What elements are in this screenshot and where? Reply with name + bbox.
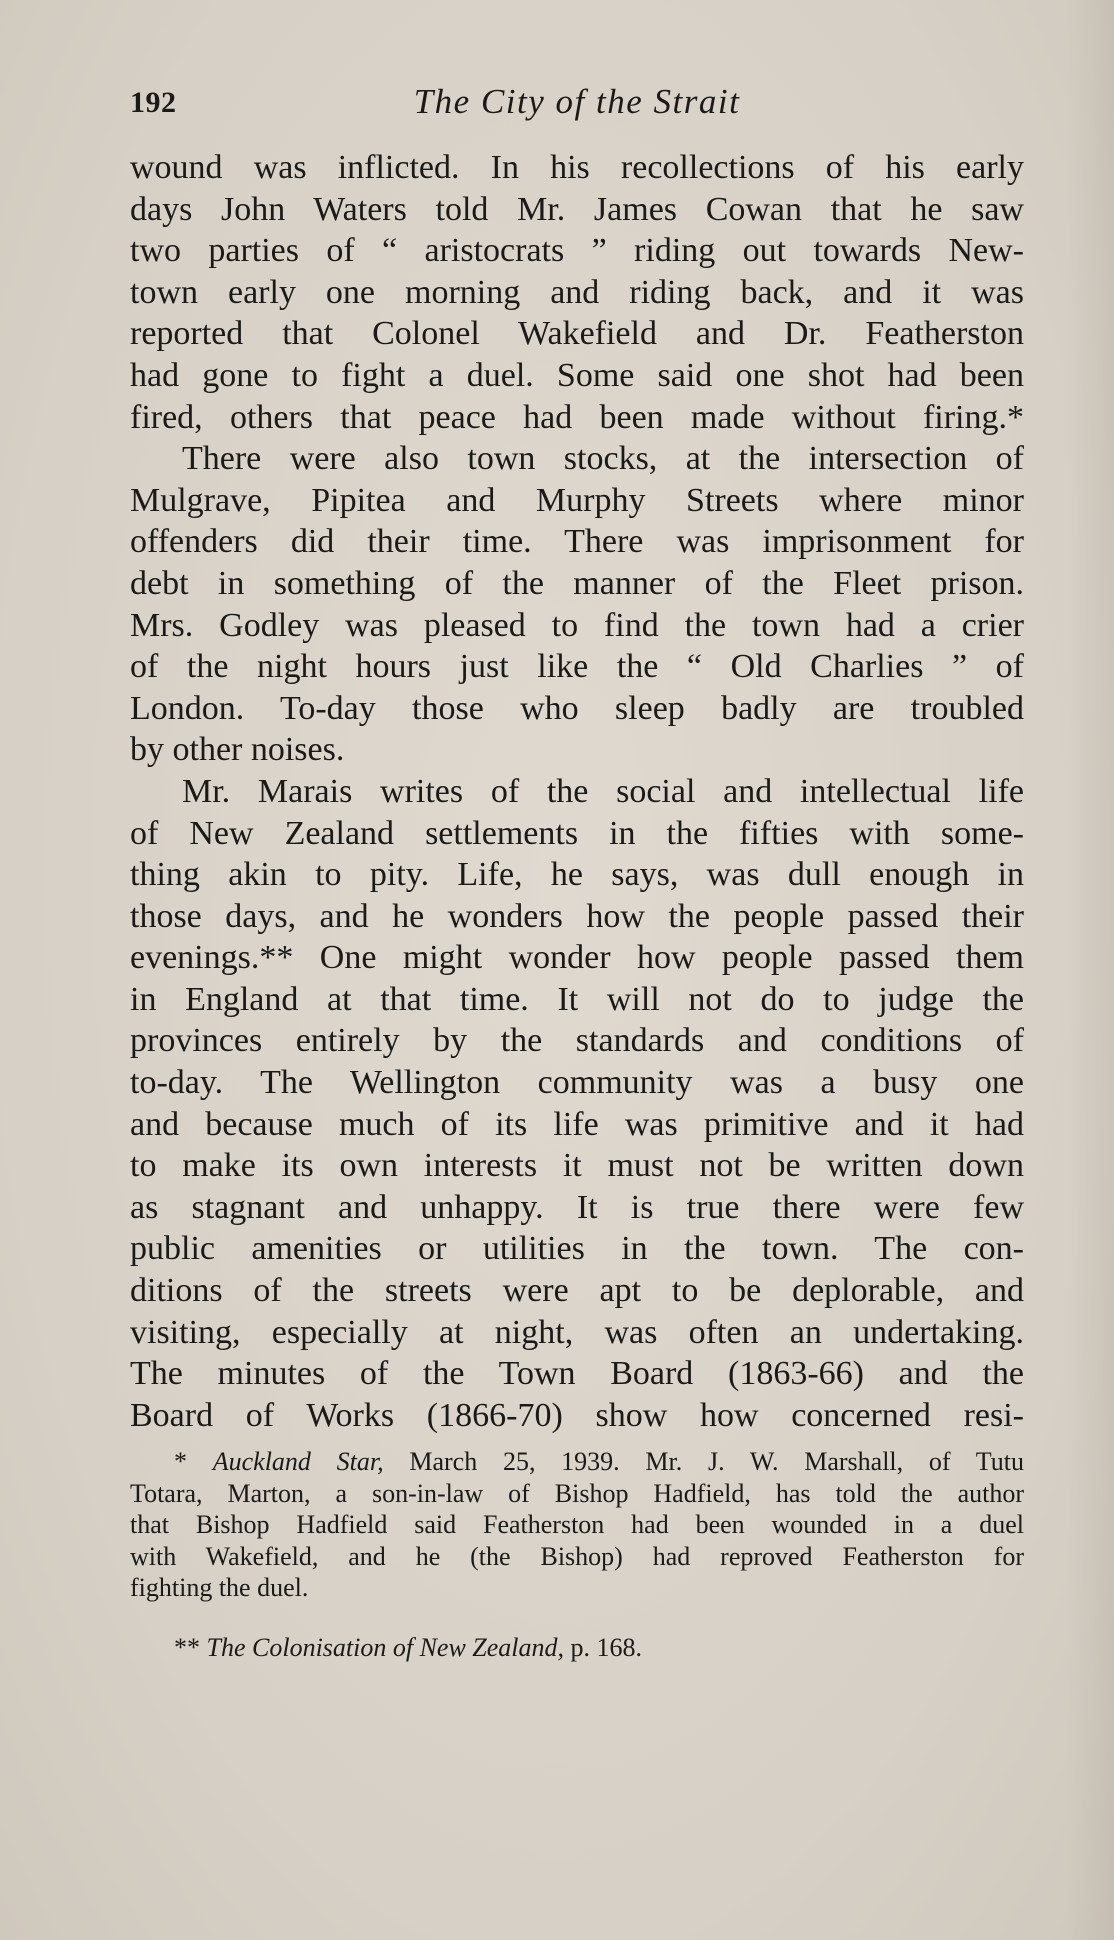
footnote-1-line: fighting the duel. <box>130 1573 309 1602</box>
text-line: debt in something of the manner of the Fleet prison. <box>130 564 1024 602</box>
text-line: evenings.** One might wonder how people passed them <box>130 939 1024 977</box>
text-line: fired, others that peace had been made without firing.* <box>130 398 1024 436</box>
text-line: public amenities or utilities in the town. The con- <box>130 1230 1024 1268</box>
text-line: of New Zealand settlements in the fifties with some- <box>130 814 1024 852</box>
footnote-2-line <box>130 1632 1024 1664</box>
text-line: provinces entirely by the standards and conditions of <box>130 1022 1024 1060</box>
footnote-marker: ** <box>174 1632 207 1662</box>
text-line: those days, and he wonders how the people passed their <box>130 897 1024 935</box>
footnotes <box>130 1446 1024 1663</box>
text-line: as stagnant and unhappy. It is true there were few <box>130 1188 1024 1226</box>
text-line: had gone to fight a duel. Some said one shot had been <box>130 356 1024 394</box>
text-line: Mrs. Godley was pleased to find the town had a crier <box>130 606 1024 644</box>
text-line: town early one morning and riding back, and it was <box>130 273 1024 311</box>
page-header <box>130 82 1024 136</box>
text-line: in England at that time. It will not do to judge the <box>130 980 1024 1018</box>
text-line: by other noises. <box>130 731 345 769</box>
footnote-1-line: Totara, Marton, a son-in-law of Bishop Hadfield, has told the author <box>130 1478 1024 1508</box>
text-line: The minutes of the Town Board (1863-66) and the <box>130 1355 1024 1393</box>
running-title: The City of the Strait <box>413 82 741 121</box>
text-line: wound was inflicted. In his recollections of his early <box>130 149 1024 186</box>
text-line: visiting, especially at night, was often an undertaking. <box>130 1313 1024 1351</box>
footnote-source: Auckland Star, <box>212 1447 384 1476</box>
text-line: of the night hours just like the “ Old Charlies ” of <box>130 648 1024 686</box>
page-number: 192 <box>130 86 177 119</box>
footnote-source: The Colonisation of New Zealand, <box>206 1632 565 1662</box>
text-line: Mulgrave, Pipitea and Murphy Streets where minor <box>130 481 1024 519</box>
text-line: ditions of the streets were apt to be deplorable, and <box>130 1272 1024 1310</box>
text-line: to-day. The Wellington community was a busy one <box>130 1064 1024 1102</box>
text-line: London. To-day those who sleep badly are troubled <box>130 689 1024 727</box>
text-line: offenders did their time. There was imprisonment for <box>130 523 1024 561</box>
footnote-1-line: with Wakefield, and he (the Bishop) had reproved Featherston for <box>130 1541 1024 1571</box>
text-line: Mr. Marais writes of the social and intellectual life <box>182 772 1024 810</box>
footnote-1-line: that Bishop Hadfield said Featherston had been wounded in a duel <box>130 1510 1024 1539</box>
text-line: thing akin to pity. Life, he says, was dull enough in <box>130 856 1024 894</box>
body-text <box>130 147 1024 1436</box>
footnote-marker: * <box>174 1447 213 1476</box>
text-line: days John Waters told Mr. James Cowan that he saw <box>130 190 1024 228</box>
text-line: to make its own interests it must not be written down <box>130 1147 1024 1185</box>
footnote-text: p. 168. <box>564 1632 643 1662</box>
text-line: reported that Colonel Wakefield and Dr. Featherston <box>130 315 1024 353</box>
footnote-text: March 25, 1939. Mr. J. W. Marshall, of Tutu <box>383 1447 1024 1476</box>
footnote-1-line <box>130 1446 1024 1478</box>
text-line: Board of Works (1866-70) show how concerned resi- <box>130 1396 1024 1434</box>
text-line: and because much of its life was primitive and it had <box>130 1105 1024 1143</box>
text-line: There were also town stocks, at the intersection of <box>182 440 1024 478</box>
text-line: two parties of “ aristocrats ” riding out towards New- <box>130 232 1024 270</box>
